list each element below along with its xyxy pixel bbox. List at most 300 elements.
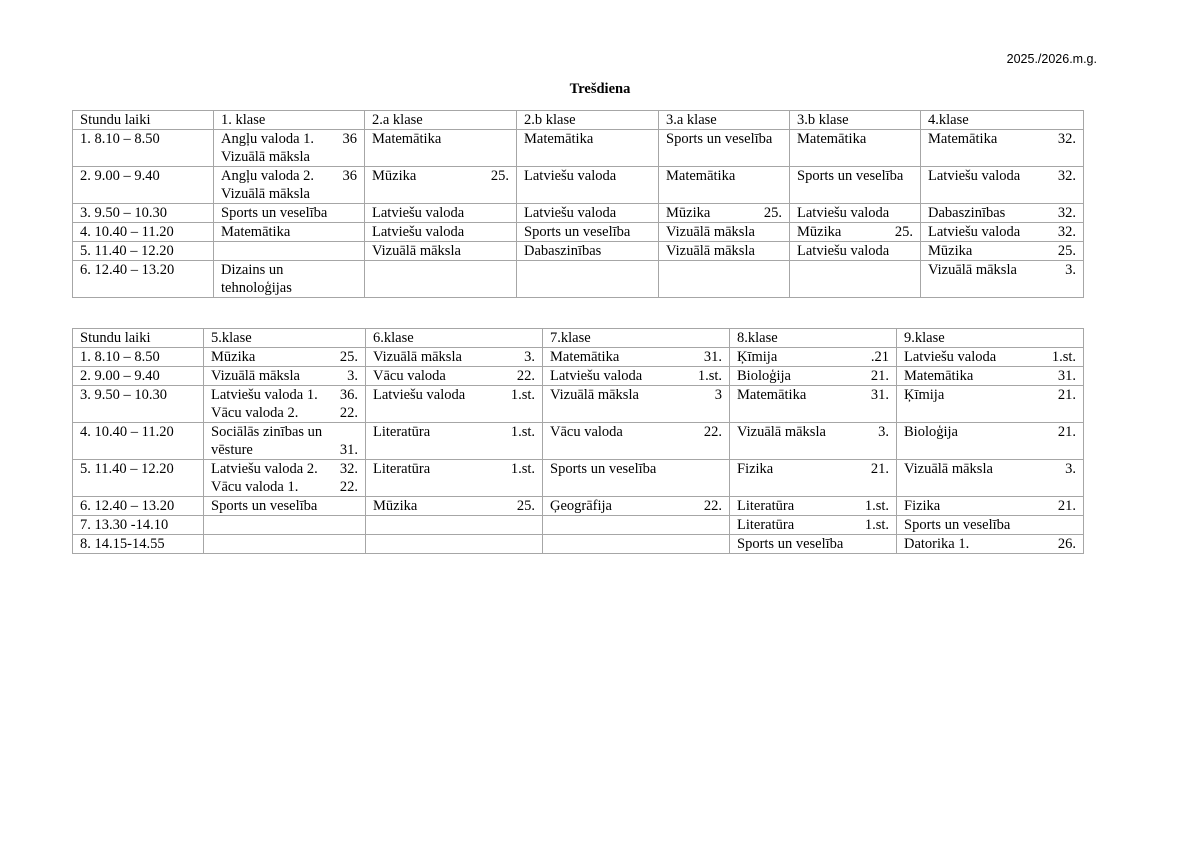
room-number [911, 130, 913, 148]
room-number [351, 261, 357, 279]
lesson-line [904, 348, 1076, 366]
room-number: 22. [703, 424, 722, 440]
room-number [780, 223, 782, 241]
room-number: 22. [339, 405, 358, 421]
time-slot-cell: 1. 8.10 – 8.50 [73, 130, 214, 167]
subject-name: Vācu valoda [550, 424, 623, 440]
subject-name: Sports un veselība [550, 461, 657, 477]
lesson-cell [366, 497, 543, 516]
subject-name: tehnoloģijas [221, 280, 292, 296]
lesson-line [373, 423, 535, 441]
lesson-line [372, 204, 509, 222]
lesson-cell [365, 204, 517, 223]
subject-name: Sports un veselība [797, 168, 904, 184]
room-number: 3 [714, 387, 722, 403]
time-slot-cell: 4. 10.40 – 11.20 [73, 223, 214, 242]
subject-name: Latviešu valoda [928, 224, 1021, 240]
lesson-line [737, 497, 889, 515]
lesson-line [797, 223, 913, 241]
lesson-line [550, 460, 722, 478]
subject-name: Literatūra [737, 498, 795, 514]
subject-name: Vācu valoda 2. [211, 405, 299, 421]
lesson-line [211, 423, 358, 441]
lesson-cell [214, 204, 365, 223]
subject-name: Dabaszinības [524, 243, 602, 259]
table-row [73, 130, 1084, 167]
lesson-cell [517, 167, 659, 204]
lesson-cell [543, 367, 730, 386]
lesson-cell [366, 516, 543, 535]
subject-name: Matemātika [221, 224, 291, 240]
lesson-line [904, 367, 1076, 385]
subject-name: Ģeogrāfija [550, 498, 612, 514]
subject-name: Latviešu valoda 1. [211, 387, 318, 403]
time-slot-cell: 6. 12.40 – 13.20 [73, 261, 214, 298]
subject-name: Sports un veselība [524, 224, 631, 240]
table-row [73, 386, 1084, 423]
lesson-line [550, 423, 722, 441]
room-number: 31. [339, 442, 358, 458]
room-number: 3. [524, 349, 535, 365]
lesson-cell [730, 386, 897, 423]
subject-name: Literatūra [373, 424, 431, 440]
room-number [883, 535, 889, 553]
room-number [780, 242, 782, 260]
room-number: 1.st. [697, 368, 722, 384]
lesson-line [928, 223, 1076, 241]
column-header: 9.klase [897, 329, 1084, 348]
subject-name: Sports un veselība [221, 205, 328, 221]
lesson-cell [543, 535, 730, 554]
room-number: 25. [490, 168, 509, 184]
table-row [73, 223, 1084, 242]
column-header: 8.klase [730, 329, 897, 348]
room-number: 21. [1057, 498, 1076, 514]
lesson-line [372, 130, 509, 148]
room-number: 1.st. [1051, 349, 1076, 365]
lesson-line [373, 367, 535, 385]
subject-name: Vizuālā māksla [904, 461, 993, 477]
schedule-table-grades-1-4 [72, 110, 1084, 298]
lesson-line [524, 167, 651, 185]
column-header: 5.klase [204, 329, 366, 348]
lesson-cell [204, 423, 366, 460]
subject-name: Latviešu valoda [524, 205, 617, 221]
lesson-line [550, 367, 722, 385]
lesson-line [524, 204, 651, 222]
column-header: 2.a klase [365, 111, 517, 130]
lesson-line [373, 386, 535, 404]
lesson-cell [214, 242, 365, 261]
lesson-cell [366, 535, 543, 554]
room-number [352, 497, 358, 515]
lesson-cell [659, 261, 790, 298]
room-number [645, 223, 651, 241]
lesson-line [737, 516, 889, 534]
lesson-cell [897, 497, 1084, 516]
table-row [73, 242, 1084, 261]
lesson-line [211, 348, 358, 366]
lesson-cell [204, 386, 366, 423]
lesson-line [928, 242, 1076, 260]
room-number [351, 223, 357, 241]
subject-name: Dizains un [221, 262, 284, 278]
subject-name: Vizuālā māksla [928, 262, 1017, 278]
lesson-cell [659, 167, 790, 204]
lesson-line [373, 460, 535, 478]
subject-name: Angļu valoda 2. [221, 168, 315, 184]
lesson-line [737, 367, 889, 385]
lesson-cell [214, 261, 365, 298]
lesson-line [904, 386, 1076, 404]
subject-name: Vizuālā māksla [221, 186, 310, 202]
subject-name: Matemātika [550, 349, 620, 365]
lesson-line [797, 204, 913, 222]
lesson-line [372, 223, 509, 241]
subject-name: Sports un veselība [904, 517, 1011, 533]
lesson-line [221, 130, 357, 148]
lesson-cell [204, 460, 366, 497]
room-number: 1.st. [864, 498, 889, 514]
lesson-cell [897, 367, 1084, 386]
lesson-cell [366, 460, 543, 497]
lesson-line [666, 130, 782, 148]
lesson-cell [366, 386, 543, 423]
table-header-row [73, 329, 1084, 348]
room-number: 3. [1065, 461, 1076, 477]
room-number [503, 130, 509, 148]
lesson-line [928, 130, 1076, 148]
subject-name: Sports un veselība [666, 131, 773, 147]
room-number: 36 [342, 131, 357, 147]
subject-name: Sports un veselība [211, 498, 318, 514]
lesson-cell [517, 204, 659, 223]
column-header: 7.klase [543, 329, 730, 348]
lesson-cell [543, 386, 730, 423]
lesson-cell [730, 423, 897, 460]
time-slot-cell: 1. 8.10 – 8.50 [73, 348, 204, 367]
room-number: 22. [339, 479, 358, 495]
lesson-line [221, 167, 357, 185]
subject-name: Mūzika [928, 243, 973, 259]
lesson-line [373, 348, 535, 366]
subject-name: Vizuālā māksla [372, 243, 461, 259]
lesson-cell [204, 348, 366, 367]
subject-name: Latviešu valoda [797, 205, 890, 221]
subject-name: Fizika [737, 461, 774, 477]
room-number: 32. [1057, 224, 1076, 240]
subject-name: Vizuālā māksla [211, 368, 300, 384]
table-row [73, 516, 1084, 535]
subject-name: Literatūra [737, 517, 795, 533]
lesson-line [737, 423, 889, 441]
lesson-cell [204, 497, 366, 516]
lesson-cell [790, 242, 921, 261]
lesson-cell [730, 460, 897, 497]
room-number [645, 242, 651, 260]
lesson-cell [897, 535, 1084, 554]
lesson-cell [365, 223, 517, 242]
time-slot-cell: 8. 14.15-14.55 [73, 535, 204, 554]
lesson-line [524, 223, 651, 241]
subject-name: Mūzika [666, 205, 711, 221]
lesson-cell [365, 130, 517, 167]
lesson-cell [204, 516, 366, 535]
room-number [503, 242, 509, 260]
lesson-line [221, 261, 357, 279]
lesson-line [211, 441, 358, 459]
lesson-line [666, 242, 782, 260]
lesson-line [211, 404, 358, 422]
lesson-line [737, 348, 889, 366]
room-number [716, 460, 722, 478]
subject-name: Mūzika [211, 349, 256, 365]
column-header: Stundu laiki [73, 111, 214, 130]
lesson-cell [897, 460, 1084, 497]
subject-name: Matemātika [928, 131, 998, 147]
room-number: 25. [894, 224, 913, 240]
room-number: 36. [339, 387, 358, 403]
lesson-line [550, 497, 722, 515]
subject-name: Vizuālā māksla [221, 149, 310, 165]
lesson-line [211, 460, 358, 478]
room-number: 25. [516, 498, 535, 514]
lesson-cell [921, 130, 1084, 167]
time-slot-cell: 7. 13.30 -14.10 [73, 516, 204, 535]
room-number: 1.st. [510, 387, 535, 403]
lesson-cell [730, 367, 897, 386]
lesson-line [211, 386, 358, 404]
table-row [73, 497, 1084, 516]
school-year: 2025./2026.m.g. [1006, 52, 1097, 66]
room-number [351, 148, 357, 166]
lesson-line [550, 386, 722, 404]
lesson-line [524, 242, 651, 260]
lesson-line [221, 204, 357, 222]
lesson-line [211, 367, 358, 385]
room-number: .21 [870, 349, 889, 365]
lesson-line [904, 460, 1076, 478]
schedule-table-grades-5-9 [72, 328, 1084, 554]
subject-name: Matemātika [524, 131, 594, 147]
lesson-cell [517, 242, 659, 261]
lesson-line [221, 185, 357, 203]
lesson-cell [659, 204, 790, 223]
lesson-line [904, 535, 1076, 553]
lesson-cell [790, 130, 921, 167]
room-number: 21. [1057, 387, 1076, 403]
subject-name: Vācu valoda [373, 368, 446, 384]
room-number: 21. [870, 368, 889, 384]
room-number [503, 223, 509, 241]
room-number: 36 [342, 168, 357, 184]
lesson-line [221, 223, 357, 241]
table-row [73, 261, 1084, 298]
subject-name: Angļu valoda 1. [221, 131, 315, 147]
room-number [352, 423, 358, 441]
room-number: 32. [1057, 168, 1076, 184]
column-header: 3.b klase [790, 111, 921, 130]
subject-name: Matemātika [666, 168, 736, 184]
lesson-cell [517, 261, 659, 298]
subject-name: Vizuālā māksla [550, 387, 639, 403]
room-number [351, 185, 357, 203]
lesson-line [797, 167, 913, 185]
subject-name: Bioloģija [904, 424, 958, 440]
room-number [351, 204, 357, 222]
room-number: 3. [1065, 262, 1076, 278]
lesson-cell [730, 516, 897, 535]
lesson-line [928, 261, 1076, 279]
lesson-cell [543, 460, 730, 497]
lesson-line [373, 497, 535, 515]
table-row [73, 167, 1084, 204]
room-number [645, 204, 651, 222]
room-number [780, 167, 782, 185]
lesson-cell [365, 242, 517, 261]
subject-name: Latviešu valoda [797, 243, 890, 259]
room-number: 1.st. [864, 517, 889, 533]
time-slot-cell: 4. 10.40 – 11.20 [73, 423, 204, 460]
lesson-line [372, 242, 509, 260]
lesson-line [221, 279, 357, 297]
room-number: 1.st. [510, 461, 535, 477]
table-row [73, 423, 1084, 460]
table-row [73, 460, 1084, 497]
lesson-cell [921, 223, 1084, 242]
subject-name: Latviešu valoda [550, 368, 643, 384]
room-number: 25. [1057, 243, 1076, 259]
table-row [73, 204, 1084, 223]
lesson-line [904, 516, 1076, 534]
lesson-cell [366, 367, 543, 386]
room-number [351, 279, 357, 297]
lesson-cell [214, 130, 365, 167]
lesson-cell [921, 204, 1084, 223]
subject-name: Latviešu valoda [372, 205, 465, 221]
subject-name: Latviešu valoda [524, 168, 617, 184]
lesson-cell [790, 204, 921, 223]
column-header: 2.b klase [517, 111, 659, 130]
lesson-line [211, 497, 358, 515]
lesson-line [928, 204, 1076, 222]
subject-name: Sociālās zinības un [211, 424, 323, 440]
subject-name: Vizuālā māksla [666, 243, 755, 259]
lesson-cell [214, 167, 365, 204]
subject-name: Datorika 1. [904, 536, 970, 552]
lesson-cell [543, 497, 730, 516]
subject-name: Fizika [904, 498, 941, 514]
lesson-line [666, 223, 782, 241]
lesson-line [904, 423, 1076, 441]
room-number: 25. [339, 349, 358, 365]
subject-name: Bioloģija [737, 368, 791, 384]
lesson-line [737, 460, 889, 478]
table-row [73, 367, 1084, 386]
lesson-cell [543, 348, 730, 367]
room-number: 3. [878, 424, 889, 440]
lesson-line [797, 242, 913, 260]
lesson-line [737, 535, 889, 553]
subject-name: Matemātika [372, 131, 442, 147]
lesson-line [797, 130, 913, 148]
lesson-cell [730, 497, 897, 516]
subject-name: Vizuālā māksla [666, 224, 755, 240]
subject-name: Ķīmija [904, 387, 945, 403]
lesson-cell [365, 261, 517, 298]
lesson-cell [897, 516, 1084, 535]
lesson-cell [204, 535, 366, 554]
subject-name: vēsture [211, 442, 253, 458]
lesson-cell [897, 423, 1084, 460]
subject-name: Vizuālā māksla [373, 349, 462, 365]
room-number [911, 204, 913, 222]
room-number: 26. [1057, 536, 1076, 552]
lesson-cell [659, 223, 790, 242]
lesson-cell [204, 367, 366, 386]
room-number [645, 167, 651, 185]
subject-name: Matemātika [737, 387, 807, 403]
room-number: 21. [870, 461, 889, 477]
subject-name: Latviešu valoda [372, 224, 465, 240]
lesson-line [550, 348, 722, 366]
room-number: 25. [763, 205, 782, 221]
time-slot-cell: 5. 11.40 – 12.20 [73, 460, 204, 497]
lesson-cell [214, 223, 365, 242]
room-number: 3. [347, 368, 358, 384]
room-number: 22. [703, 498, 722, 514]
subject-name: Latviešu valoda [904, 349, 997, 365]
lesson-line [666, 204, 782, 222]
column-header: Stundu laiki [73, 329, 204, 348]
subject-name: Mūzika [372, 168, 417, 184]
lesson-line [928, 167, 1076, 185]
time-slot-cell: 3. 9.50 – 10.30 [73, 204, 214, 223]
lesson-cell [365, 167, 517, 204]
room-number [911, 167, 913, 185]
room-number: 31. [870, 387, 889, 403]
lesson-cell [517, 130, 659, 167]
table-row [73, 535, 1084, 554]
lesson-cell [921, 242, 1084, 261]
room-number: 31. [703, 349, 722, 365]
room-number: 32. [1057, 131, 1076, 147]
room-number [1070, 516, 1076, 534]
column-header: 1. klase [214, 111, 365, 130]
subject-name: Vācu valoda 1. [211, 479, 299, 495]
subject-name: Latviešu valoda 2. [211, 461, 318, 477]
subject-name: Dabaszinības [928, 205, 1006, 221]
room-number: 32. [1057, 205, 1076, 221]
subject-name: Mūzika [797, 224, 842, 240]
subject-name: Literatūra [373, 461, 431, 477]
lesson-line [666, 167, 782, 185]
subject-name: Mūzika [373, 498, 418, 514]
lesson-cell [659, 130, 790, 167]
room-number: 21. [1057, 424, 1076, 440]
room-number: 1.st. [510, 424, 535, 440]
lesson-cell [730, 348, 897, 367]
subject-name: Vizuālā māksla [737, 424, 826, 440]
lesson-cell [517, 223, 659, 242]
lesson-cell [921, 167, 1084, 204]
subject-name: Latviešu valoda [373, 387, 466, 403]
lesson-cell [730, 535, 897, 554]
lesson-cell [543, 516, 730, 535]
time-slot-cell: 2. 9.00 – 9.40 [73, 167, 214, 204]
lesson-line [524, 130, 651, 148]
lesson-cell [921, 261, 1084, 298]
